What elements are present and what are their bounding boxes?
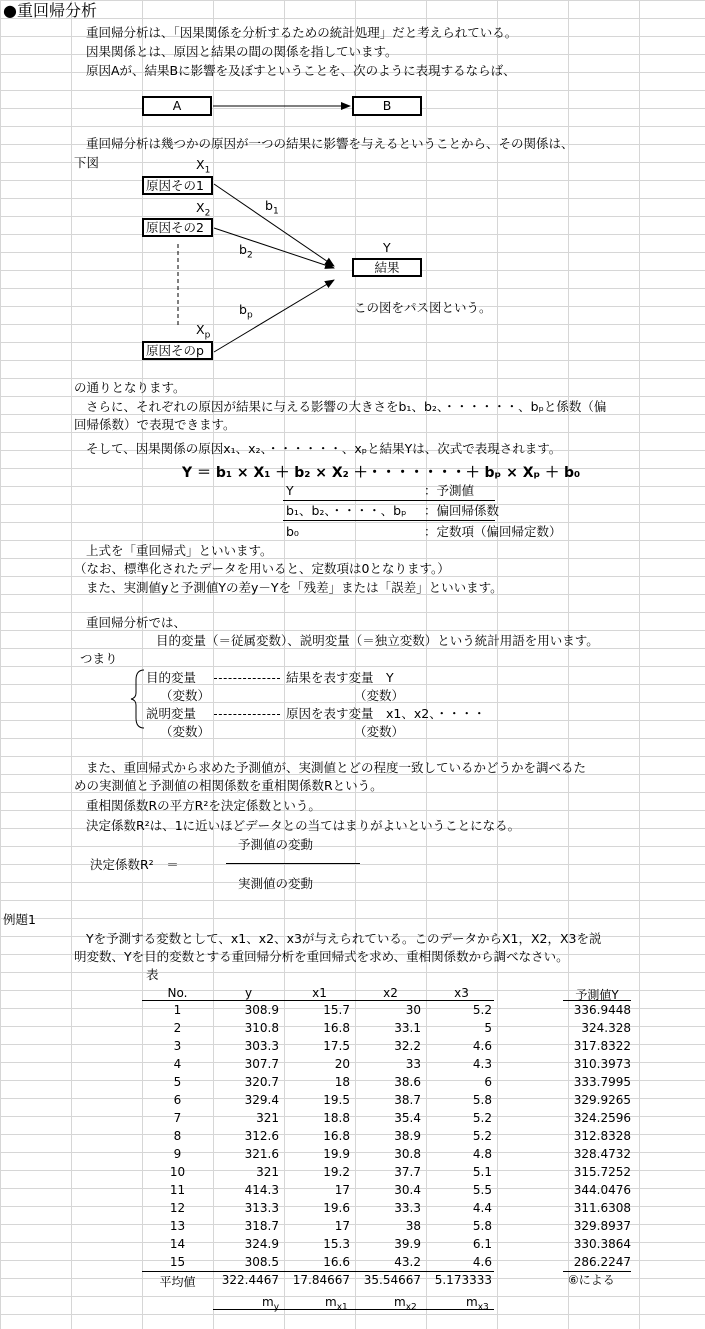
box-result-b: B bbox=[352, 96, 422, 116]
table-cell-no: 7 bbox=[173, 1111, 182, 1125]
table-cell-no: 2 bbox=[173, 1021, 182, 1035]
table-cell-pred: 324.328 bbox=[581, 1021, 631, 1035]
table-cell-y: 308.9 bbox=[244, 1003, 279, 1017]
table-cell-x2: 38.6 bbox=[394, 1075, 421, 1089]
table-cell-no: 11 bbox=[169, 1183, 186, 1197]
table-cell-pred: 324.2596 bbox=[573, 1111, 631, 1125]
legend-desc-b: ：偏回帰係数 bbox=[424, 503, 500, 518]
intro-line-3: 原因Aが、結果Bに影響を及ぼすということを、次のように表現するならば、 bbox=[86, 63, 516, 78]
table-cell-pred: 336.9448 bbox=[573, 1003, 631, 1017]
box-cause-1: 原因その1 bbox=[142, 176, 213, 195]
table-cell-x1: 18 bbox=[334, 1075, 350, 1089]
table-header-no: No. bbox=[167, 986, 188, 1000]
table-cell-x2: 33.3 bbox=[394, 1201, 421, 1215]
table-cell-x2: 33.1 bbox=[394, 1021, 421, 1035]
table-cell-no: 8 bbox=[173, 1129, 182, 1143]
dash-connector-1 bbox=[214, 678, 280, 679]
table-bottom-rule bbox=[213, 1309, 494, 1310]
coef-bp: $b_p$ bbox=[239, 302, 253, 321]
table-cell-x1: 17.5 bbox=[323, 1039, 350, 1053]
table-mean-rule bbox=[142, 1271, 494, 1272]
para2-line-1: 重回帰分析は幾つかの原因が一つの結果に影響を与えるということから、その関係は、 bbox=[86, 136, 574, 151]
table-cell-x3: 5 bbox=[484, 1021, 492, 1035]
table-cell-x1: 19.5 bbox=[323, 1093, 350, 1107]
table-cell-pred: 286.2247 bbox=[573, 1255, 631, 1269]
table-cell-no: 6 bbox=[173, 1093, 182, 1107]
formula-numerator: 予測値の変動 bbox=[238, 837, 314, 852]
table-cell-x3: 5.2 bbox=[472, 1111, 492, 1125]
mean-symbol-x2: $m_{x2}$ bbox=[394, 1295, 417, 1313]
table-pred-header-rule bbox=[563, 1000, 631, 1001]
coef-b2: $b_2$ bbox=[239, 242, 253, 261]
table-cell-pred: 310.3973 bbox=[573, 1057, 631, 1071]
table-cell-x1: 16.8 bbox=[323, 1129, 350, 1143]
table-cell-y: 318.7 bbox=[244, 1219, 279, 1233]
var-explanatory-desc-sub: （変数） bbox=[354, 724, 405, 739]
x1-label: $X_1$ bbox=[196, 157, 211, 176]
table-cell-x1: 16.8 bbox=[323, 1021, 350, 1035]
table-header-rule bbox=[142, 1000, 494, 1001]
table-cell-x3: 5.5 bbox=[472, 1183, 492, 1197]
table-cell-x3: 6 bbox=[484, 1075, 492, 1089]
table-cell-pred: 330.3864 bbox=[573, 1237, 631, 1251]
table-cell-x2: 30 bbox=[405, 1003, 421, 1017]
legend-divider-2 bbox=[283, 520, 495, 521]
table-cell-pred: 329.8937 bbox=[573, 1219, 631, 1233]
formula-denominator: 実測値の変動 bbox=[238, 876, 314, 891]
mean-symbol-x3: $m_{x3}$ bbox=[466, 1295, 489, 1313]
table-header-x3: x3 bbox=[454, 986, 469, 1000]
table-mean-note: ⑥による bbox=[568, 1273, 615, 1287]
dash-connector-2 bbox=[214, 714, 280, 715]
para6-line-1: また、重回帰式から求めた予測値が、実測値とどの程度一致しているかどうかを調べるた bbox=[86, 760, 587, 775]
table-cell-y: 414.3 bbox=[244, 1183, 279, 1197]
table-cell-x1: 17 bbox=[334, 1219, 350, 1233]
table-cell-x3: 4.4 bbox=[472, 1201, 492, 1215]
table-cell-x3: 4.6 bbox=[472, 1255, 492, 1269]
para5-line-1: 重回帰分析では、 bbox=[86, 615, 187, 630]
table-cell-x1: 19.6 bbox=[323, 1201, 350, 1215]
table-cell-no: 1 bbox=[173, 1003, 182, 1017]
table-cell-no: 5 bbox=[173, 1075, 182, 1089]
table-cell-x3: 5.8 bbox=[472, 1093, 492, 1107]
table-cell-pred: 328.4732 bbox=[573, 1147, 631, 1161]
para6-line-4: 決定係数R²は、1に近いほどデータとの当てはまりがよいということになる。 bbox=[86, 818, 521, 833]
var-objective-desc: 結果を表す変量 Y bbox=[286, 670, 394, 685]
table-cell-x2: 30.4 bbox=[394, 1183, 421, 1197]
para3-line-3: 回帰係数）で表現できます。 bbox=[74, 417, 236, 432]
table-cell-x3: 4.3 bbox=[472, 1057, 492, 1071]
intro-line-2: 因果関係とは、原因と結果の間の関係を指しています。 bbox=[86, 44, 398, 59]
table-cell-y: 303.3 bbox=[244, 1039, 279, 1053]
table-cell-y: 313.3 bbox=[244, 1201, 279, 1215]
legend-desc-y: ：予測値 bbox=[424, 483, 475, 498]
table-cell-no: 13 bbox=[169, 1219, 186, 1233]
table-cell-x2: 35.4 bbox=[394, 1111, 421, 1125]
para3-line-1: の通りとなります。 bbox=[74, 380, 186, 395]
brace-left bbox=[131, 670, 144, 728]
table-cell-x2: 30.8 bbox=[394, 1147, 421, 1161]
table-cell-x1: 19.2 bbox=[323, 1165, 350, 1179]
xp-label: $X_p$ bbox=[196, 322, 211, 341]
regression-equation: Y ＝ b₁ × X₁ ＋ b₂ × X₂ ＋・・・・・・・＋ bₚ × Xₚ ＋ b₀ bbox=[182, 465, 581, 481]
box-cause-a: A bbox=[142, 96, 212, 116]
table-cell-x2: 33 bbox=[405, 1057, 421, 1071]
var-explanatory-desc: 原因を表す変量 x1、x2、・・・・ bbox=[286, 706, 486, 721]
legend-sym-y: Y bbox=[286, 483, 294, 498]
table-cell-x1: 20 bbox=[334, 1057, 350, 1071]
para4-line-1: 上式を「重回帰式」といいます。 bbox=[86, 543, 273, 558]
var-explanatory-sub: （変数） bbox=[160, 724, 211, 739]
var-objective: 目的変量 bbox=[146, 670, 197, 685]
table-cell-x2: 32.2 bbox=[394, 1039, 421, 1053]
table-label: 表 bbox=[146, 967, 159, 982]
table-cell-y: 321.6 bbox=[244, 1147, 279, 1161]
mean-symbol-y: $m_y$ bbox=[262, 1295, 280, 1313]
formula-lhs: 決定係数R² ＝ bbox=[90, 857, 179, 872]
table-mean-y: 322.4467 bbox=[221, 1273, 279, 1287]
formula-fraction-bar bbox=[226, 863, 360, 864]
table-cell-pred: 312.8328 bbox=[573, 1129, 631, 1143]
table-cell-x3: 5.2 bbox=[472, 1129, 492, 1143]
intro-line-1: 重回帰分析は、「因果関係を分析するための統計処理」だと考えられている。 bbox=[86, 25, 518, 40]
table-mean-x2: 35.54667 bbox=[363, 1273, 421, 1287]
para5-line-3: つまり bbox=[80, 651, 118, 666]
var-explanatory: 説明変量 bbox=[146, 706, 197, 721]
x2-label: $X_2$ bbox=[196, 200, 211, 219]
y-label: Y bbox=[383, 240, 391, 255]
para6-line-3: 重相関係数Rの平方R²を決定係数という。 bbox=[86, 798, 321, 813]
table-cell-x3: 4.8 bbox=[472, 1147, 492, 1161]
arrow-cause1 bbox=[214, 184, 334, 266]
para4-line-3: また、実測値yと予測値Yの差y－Yを「残差」または「誤差」といいます。 bbox=[86, 580, 503, 595]
para5-line-2: 目的変量（＝従属変数）、説明変量（＝独立変数）という統計用語を用います。 bbox=[156, 633, 599, 648]
table-cell-y: 321 bbox=[256, 1165, 279, 1179]
table-cell-no: 9 bbox=[173, 1147, 182, 1161]
table-cell-no: 15 bbox=[169, 1255, 186, 1269]
var-objective-desc-sub: （変数） bbox=[354, 688, 405, 703]
table-cell-x1: 15.7 bbox=[323, 1003, 350, 1017]
table-cell-x2: 38 bbox=[405, 1219, 421, 1233]
table-header-x2: x2 bbox=[383, 986, 398, 1000]
arrow-causep bbox=[214, 280, 334, 352]
table-cell-x3: 5.1 bbox=[472, 1165, 492, 1179]
table-cell-pred: 315.7252 bbox=[573, 1165, 631, 1179]
table-cell-no: 3 bbox=[173, 1039, 182, 1053]
table-cell-y: 324.9 bbox=[244, 1237, 279, 1251]
table-header-x1: x1 bbox=[312, 986, 327, 1000]
example-line-2: 明変数、Yを目的変数とする重回帰分析を重回帰式を求め、重相関係数から調べなさい。 bbox=[74, 949, 569, 964]
para2-line-2: 下図 bbox=[74, 155, 100, 170]
para6-line-2: めの実測値と予測値の相関係数を重相関係数Rという。 bbox=[74, 778, 383, 793]
table-cell-x3: 5.8 bbox=[472, 1219, 492, 1233]
table-cell-pred: 329.9265 bbox=[573, 1093, 631, 1107]
table-cell-x3: 5.2 bbox=[472, 1003, 492, 1017]
table-cell-y: 310.8 bbox=[244, 1021, 279, 1035]
box-result: 結果 bbox=[352, 258, 422, 277]
arrow-cause2 bbox=[214, 228, 334, 268]
table-cell-x2: 38.9 bbox=[394, 1129, 421, 1143]
table-cell-x1: 18.8 bbox=[323, 1111, 350, 1125]
box-cause-2: 原因その2 bbox=[142, 218, 213, 237]
table-cell-y: 312.6 bbox=[244, 1129, 279, 1143]
para3-line-4: そして、因果関係の原因x₁、x₂、・・・・・・、xₚと結果Yは、次式で表現されます。 bbox=[86, 441, 562, 456]
table-cell-x3: 6.1 bbox=[472, 1237, 492, 1251]
table-cell-x2: 39.9 bbox=[394, 1237, 421, 1251]
table-cell-pred: 344.0476 bbox=[573, 1183, 631, 1197]
table-cell-x1: 16.6 bbox=[323, 1255, 350, 1269]
table-cell-pred: 317.8322 bbox=[573, 1039, 631, 1053]
table-cell-pred: 311.6308 bbox=[573, 1201, 631, 1215]
para3-line-2: さらに、それぞれの原因が結果に与える影響の大きさをb₁、b₂、・・・・・・、bₚと係数（偏 bbox=[86, 399, 607, 414]
table-cell-x1: 19.9 bbox=[323, 1147, 350, 1161]
table-cell-x2: 37.7 bbox=[394, 1165, 421, 1179]
table-cell-y: 307.7 bbox=[244, 1057, 279, 1071]
table-cell-pred: 333.7995 bbox=[573, 1075, 631, 1089]
table-cell-no: 10 bbox=[169, 1165, 186, 1179]
table-cell-no: 14 bbox=[169, 1237, 186, 1251]
coef-b1: $b_1$ bbox=[265, 198, 279, 217]
table-cell-y: 320.7 bbox=[244, 1075, 279, 1089]
table-cell-no: 4 bbox=[173, 1057, 182, 1071]
page-title: ●重回帰分析 bbox=[3, 1, 97, 20]
table-mean-label: 平均値 bbox=[159, 1275, 196, 1289]
mean-symbol-x1: $m_{x1}$ bbox=[325, 1295, 348, 1313]
table-cell-x2: 38.7 bbox=[394, 1093, 421, 1107]
para4-line-2: （なお、標準化されたデータを用いると、定数項は0となります。） bbox=[74, 561, 450, 576]
table-header-y: y bbox=[244, 986, 253, 1000]
table-header-pred: 予測値Y bbox=[575, 988, 619, 1002]
example-line-1: Yを予測する変数として、x1、x2、x3が与えられている。このデータからX1，X2，X3を説 bbox=[86, 931, 602, 946]
legend-sym-b: b₁、b₂、・・・・、bₚ bbox=[286, 503, 407, 518]
table-cell-x1: 17 bbox=[334, 1183, 350, 1197]
table-cell-y: 321 bbox=[256, 1111, 279, 1125]
table-cell-x3: 4.6 bbox=[472, 1039, 492, 1053]
var-objective-sub: （変数） bbox=[160, 688, 211, 703]
table-cell-y: 329.4 bbox=[244, 1093, 279, 1107]
table-mean-x3: 5.173333 bbox=[434, 1273, 492, 1287]
table-cell-y: 308.5 bbox=[244, 1255, 279, 1269]
legend-sym-b0: b₀ bbox=[286, 524, 299, 539]
table-mean-x1: 17.84667 bbox=[292, 1273, 350, 1287]
table-cell-x1: 15.3 bbox=[323, 1237, 350, 1251]
legend-divider-1 bbox=[283, 500, 495, 501]
path-caption: この図をパス図という。 bbox=[354, 300, 492, 315]
example-title: 例題1 bbox=[3, 912, 36, 927]
legend-desc-b0: ：定数項（偏回帰定数） bbox=[424, 524, 562, 539]
box-cause-p: 原因そのp bbox=[142, 341, 213, 360]
table-cell-no: 12 bbox=[169, 1201, 186, 1215]
table-cell-x2: 43.2 bbox=[394, 1255, 421, 1269]
